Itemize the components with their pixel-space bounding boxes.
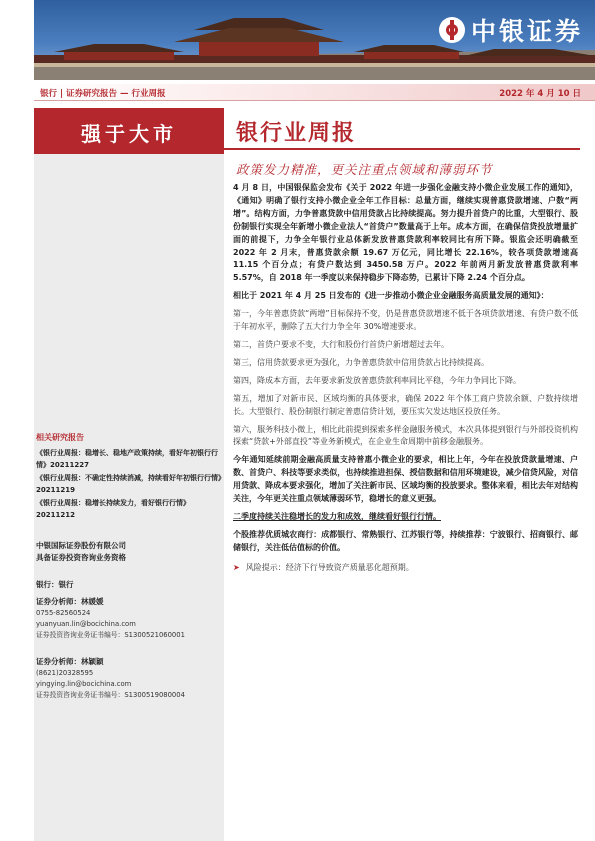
analyst-email[interactable]: yuanyuan.lin@bocichina.com — [36, 620, 136, 628]
related-reports — [36, 432, 222, 522]
brand-logo — [439, 12, 583, 48]
header-banner — [34, 0, 595, 80]
sector-label: 银行：银行 — [36, 580, 74, 589]
body-paragraph: 今年通知延续前期金融高质量支持普惠小微企业的要求，相比上年，今年在投放贷款量增速、户数、首贷户、科技等要求类似，也持续推进担保、授信数据和信用环境建设，减少信贷风险，对信用贷款、降成本要求强化，增加了关注新市民、区域均衡的投放要求。整体来看，相比去年对结构关注，今年更关注重点领域薄弱环节，稳增长的意义更强。 — [233, 455, 578, 504]
related-reports-title: 相关研究报告 — [36, 433, 84, 442]
analyst-name: 证券分析师：林颖颖 — [36, 657, 104, 666]
rating-box — [34, 108, 224, 154]
report-body — [233, 182, 578, 574]
analyst-card — [36, 596, 222, 641]
analyst-phone: 0755-82560524 — [36, 609, 91, 617]
body-paragraph: 个股推荐优质城农商行：成都银行、常熟银行、江苏银行等，持续推荐：宁波银行、招商银行、邮储银行，关注低估值标的价值。 — [233, 529, 578, 552]
body-paragraph: 第二，首贷户要求不变，大行和股份行首贷户新增超过去年。 — [233, 339, 449, 349]
company-qualification: 具备证券投资咨询业务资格 — [36, 553, 126, 562]
arrow-right-icon: ➤ — [233, 562, 240, 572]
body-paragraph: 第五，增加了对新市民、区域均衡的具体要求，确保 2022 年个体工商户贷款余额、户数持续增长。大型银行、股份制银行制定普惠信贷计划，要压实欠发达地区投放任务。 — [233, 393, 578, 416]
company-name: 中银国际证券股份有限公司 — [36, 541, 126, 550]
report-category: 银行 | 证券研究报告 — 行业周报 — [40, 89, 166, 99]
analyst-cert: 证券投资咨询业务证书编号：S1300519080004 — [36, 691, 185, 699]
related-report-item[interactable]: 《银行业周报：稳增长持续发力，看好银行行情》20211212 — [36, 499, 190, 519]
company-info — [36, 540, 222, 564]
body-paragraph: 第六，服务科技小微上，相比此前提到探索多样金融服务模式，本次具体提到银行与外部投资机构探索“贷款+外部直投”等业务新模式，在企业生命周期中前移金融服务。 — [233, 424, 578, 447]
analyst-email[interactable]: yingying.lin@bocichina.com — [36, 680, 132, 688]
bank-of-china-logo-icon — [439, 17, 465, 43]
risk-warning — [233, 561, 578, 574]
analyst-cert: 证券投资咨询业务证书编号：S1300521060001 — [36, 631, 185, 639]
body-paragraph: 第四，降成本方面，去年要求新发放普惠贷款利率同比平稳，今年力争同比下降。 — [233, 375, 521, 385]
body-paragraph: 第一，今年普惠贷款“两增”目标保持不变，仍是普惠贷款增速不低于各项贷款增速、有贷户数不低于年初水平，删除了五大行力争全年 30%增速要求。 — [233, 309, 578, 332]
report-subtitle: 政策发力精准，更关注重点领域和薄弱环节 — [236, 162, 493, 177]
body-paragraph: 二季度持续关注稳增长的发力和成效，继续看好银行行情。 — [233, 511, 441, 521]
report-title: 银行业周报 — [236, 120, 357, 146]
body-paragraph: 相比于 2021 年 4 月 25 日发布的《进一步推动小微企业金融服务高质量发展的通知》： — [233, 291, 549, 301]
related-report-item[interactable]: 《银行业周报：不确定性持续消减，持续看好年初银行行情》20211219 — [36, 474, 222, 494]
analyst-card — [36, 656, 222, 701]
report-subheader — [34, 84, 595, 101]
brand-name: 中银证券 — [470, 17, 583, 46]
title-divider — [224, 148, 580, 150]
related-report-item[interactable]: 《银行业周报：稳增长、稳地产政策持续，看好年初银行行情》20211227 — [36, 449, 218, 469]
analyst-phone: (8621)20328595 — [36, 669, 94, 677]
report-date: 2022 年 4 月 10 日 — [499, 89, 581, 99]
risk-warning-text: 风险提示：经济下行导致资产质量恶化超预期。 — [245, 562, 414, 572]
body-paragraph: 第三，信用贷款要求更为强化，力争普惠贷款中信用贷款占比持续提高。 — [233, 357, 489, 367]
industry-rating: 强于大市 — [81, 122, 177, 146]
analyst-name: 证券分析师：林媛媛 — [36, 597, 104, 606]
body-paragraph: 4 月 8 日，中国银保监会发布《关于 2022 年进一步强化金融支持小微企业发展工作的通知》，《通知》明确了银行支持小微企业全年工作目标：总量方面，继续实现普惠贷款增速、户数“两增”。结构方面，力争普惠贷款中信用贷款占比持续提高。努力提升首贷户的比重，大型银行、股份制银行实现全年新增小微企业法人“首贷户”数量高于上年。成本方面，在确保信贷投放增量扩面的前提下，力争全年银行业总体新发放普惠贷款利率较同比有所下降。银监会还明确截至 2022 年 2 月末，普惠贷款余额 19.67 万亿元，同比增长 22.16%，较各项贷款增速高 11.15 个百分点；有贷户数达到 3450.58 万户。2022 年前两月新发放普惠贷款利率 5.57%，自 2018 年一季度以来保持稳步下降态势，已累计下降 2.24 个百分点。 — [233, 183, 578, 283]
